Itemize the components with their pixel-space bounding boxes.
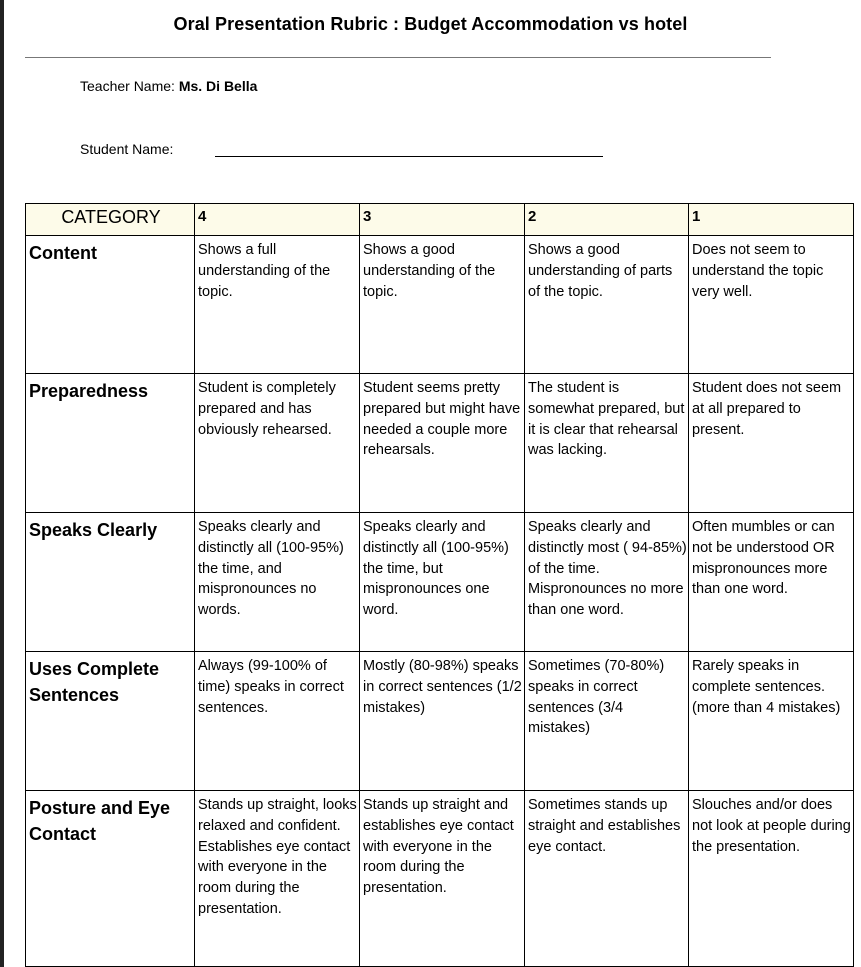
row-category: Posture and Eye Contact xyxy=(26,791,195,967)
rubric-cell: Speaks clearly and distinctly all (100-95%) the time, but mispronounces one word. xyxy=(360,513,525,652)
header-score-1: 1 xyxy=(689,204,854,236)
title-divider xyxy=(25,57,771,58)
rubric-cell: Shows a full understanding of the topic. xyxy=(195,236,360,374)
rubric-row-complete-sentences xyxy=(26,652,854,791)
rubric-cell: Does not seem to understand the topic very well. xyxy=(689,236,854,374)
rubric-cell: Shows a good understanding of the topic. xyxy=(360,236,525,374)
teacher-name-label: Teacher Name: xyxy=(80,78,175,94)
rubric-cell: Student does not seem at all prepared to present. xyxy=(689,374,854,513)
rubric-cell: Shows a good understanding of parts of the topic. xyxy=(525,236,689,374)
header-category: CATEGORY xyxy=(26,204,195,236)
rubric-cell: Student is completely prepared and has obviously rehearsed. xyxy=(195,374,360,513)
rubric-cell: Often mumbles or can not be understood OR mispronounces more than one word. xyxy=(689,513,854,652)
rubric-cell: Slouches and/or does not look at people during the presentation. xyxy=(689,791,854,967)
rubric-row-posture-eye-contact xyxy=(26,791,854,967)
rubric-cell: Sometimes stands up straight and establishes eye contact. xyxy=(525,791,689,967)
rubric-row-content xyxy=(26,236,854,374)
rubric-cell: Rarely speaks in complete sentences. (more than 4 mistakes) xyxy=(689,652,854,791)
teacher-name-line xyxy=(80,78,257,94)
window-left-edge xyxy=(0,0,4,967)
rubric-cell: Student seems pretty prepared but might have needed a couple more rehearsals. xyxy=(360,374,525,513)
row-category: Preparedness xyxy=(26,374,195,513)
row-category: Speaks Clearly xyxy=(26,513,195,652)
row-category: Uses Complete Sentences xyxy=(26,652,195,791)
rubric-cell: Speaks clearly and distinctly most ( 94-85%) of the time. Mispronounces no more than one word. xyxy=(525,513,689,652)
rubric-row-preparedness xyxy=(26,374,854,513)
student-name-blank-line xyxy=(215,156,603,157)
rubric-table xyxy=(25,203,854,967)
rubric-header-row xyxy=(26,204,854,236)
rubric-cell: Sometimes (70-80%) speaks in correct sentences (3/4 mistakes) xyxy=(525,652,689,791)
rubric-row-speaks-clearly xyxy=(26,513,854,652)
teacher-name-value: Ms. Di Bella xyxy=(178,78,258,94)
document-title: Oral Presentation Rubric : Budget Accommodation vs hotel xyxy=(173,14,688,34)
header-score-2: 2 xyxy=(525,204,689,236)
header-score-4: 4 xyxy=(195,204,360,236)
rubric-cell: Speaks clearly and distinctly all (100-95%) the time, and mispronounces no words. xyxy=(195,513,360,652)
rubric-cell: Stands up straight and establishes eye contact with everyone in the room during the presentation. xyxy=(360,791,525,967)
rubric-cell: Always (99-100% of time) speaks in correct sentences. xyxy=(195,652,360,791)
rubric-cell: Mostly (80-98%) speaks in correct sentences (1/2 mistakes) xyxy=(360,652,525,791)
student-name-label: Student Name: xyxy=(80,141,174,157)
rubric-cell: The student is somewhat prepared, but it is clear that rehearsal was lacking. xyxy=(525,374,689,513)
rubric-cell: Stands up straight, looks relaxed and confident. Establishes eye contact with everyone in the room during the presentation. xyxy=(195,791,360,967)
header-score-3: 3 xyxy=(360,204,525,236)
row-category: Content xyxy=(26,236,195,374)
